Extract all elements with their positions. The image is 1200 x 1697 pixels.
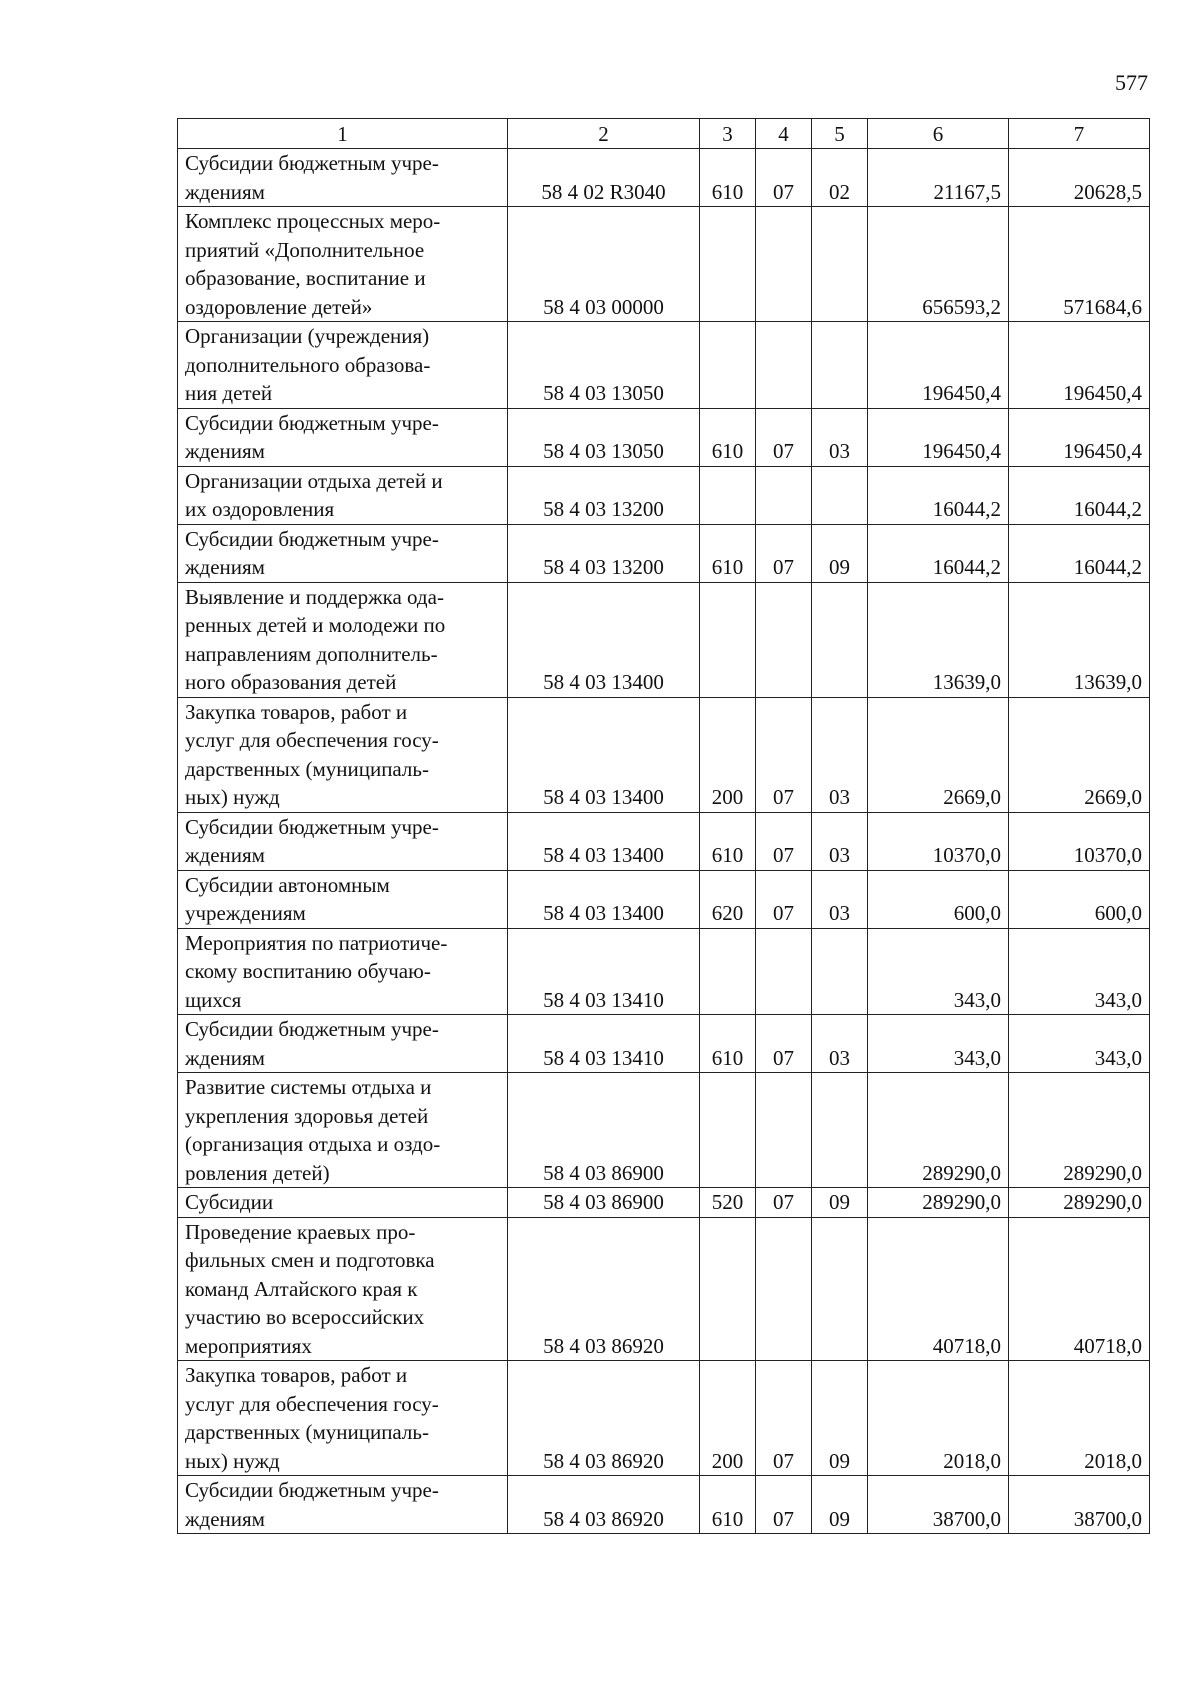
subsection-cell xyxy=(812,322,868,409)
table-row xyxy=(178,1073,1150,1188)
item-name-line: ного образования детей xyxy=(185,670,397,694)
subsection-cell: 03 xyxy=(812,697,868,812)
subsection-cell: 09 xyxy=(812,1188,868,1218)
item-name-line: услуг для обеспечения госу- xyxy=(185,728,439,752)
table-row xyxy=(178,582,1150,697)
target-code-cell: 58 4 03 13410 xyxy=(508,1015,700,1073)
expense-type-cell: 610 xyxy=(700,1015,756,1073)
table-row xyxy=(178,697,1150,812)
subsection-cell: 09 xyxy=(812,1361,868,1476)
budget-table xyxy=(177,118,1150,1534)
amount-cell: 343,0 xyxy=(868,928,1009,1015)
item-name-line: ждениям xyxy=(185,1506,265,1531)
amount-cell: 16044,2 xyxy=(1009,524,1150,582)
expense-type-cell: 200 xyxy=(700,697,756,812)
item-name-line: Организации отдыха детей и xyxy=(185,468,443,493)
item-name-line: Мероприятия по патриотиче- xyxy=(185,930,448,955)
target-code-cell: 58 4 03 86920 xyxy=(508,1361,700,1476)
amount-cell: 656593,2 xyxy=(868,207,1009,322)
expense-type-cell: 610 xyxy=(700,1476,756,1534)
amount-cell: 289290,0 xyxy=(1009,1073,1150,1188)
item-name-line: учреждениям xyxy=(185,901,306,925)
table-row xyxy=(178,466,1150,524)
item-name-line: приятий «Дополнительное xyxy=(185,237,425,262)
table-row xyxy=(178,149,1150,207)
item-name-cell xyxy=(178,207,508,322)
expense-type-cell xyxy=(700,582,756,697)
item-name-line: мероприятиях xyxy=(185,1333,312,1358)
target-code-cell: 58 4 03 86900 xyxy=(508,1073,700,1188)
target-code-cell: 58 4 03 13050 xyxy=(508,408,700,466)
item-name-line: Комплекс процессных меро- xyxy=(185,209,441,233)
item-name-line: ровления детей) xyxy=(185,1160,330,1185)
item-name-line: дарственных (муниципаль- xyxy=(185,756,429,781)
amount-cell: 196450,4 xyxy=(868,408,1009,466)
item-name-line: ждениям xyxy=(185,555,265,579)
expense-type-cell xyxy=(700,1217,756,1361)
amount-cell: 2018,0 xyxy=(1009,1361,1150,1476)
table-row xyxy=(178,408,1150,466)
target-code-cell: 58 4 03 13400 xyxy=(508,870,700,928)
section-cell xyxy=(756,466,812,524)
expense-type-cell: 520 xyxy=(700,1188,756,1218)
amount-cell: 2018,0 xyxy=(868,1361,1009,1476)
item-name-line: Субсидии бюджетным учре- xyxy=(185,151,439,175)
item-name-line: дарственных (муниципаль- xyxy=(185,1420,429,1444)
item-name-cell xyxy=(178,697,508,812)
item-name-cell xyxy=(178,466,508,524)
item-name-line: Субсидии xyxy=(185,1190,274,1214)
section-cell: 07 xyxy=(756,408,812,466)
amount-cell: 10370,0 xyxy=(1009,812,1150,870)
amount-cell: 343,0 xyxy=(868,1015,1009,1073)
table-row xyxy=(178,812,1150,870)
target-code-cell: 58 4 03 13200 xyxy=(508,524,700,582)
item-name-line: направлениям дополнитель- xyxy=(185,641,438,666)
amount-cell: 196450,4 xyxy=(868,322,1009,409)
table-row xyxy=(178,928,1150,1015)
amount-cell: 13639,0 xyxy=(868,582,1009,697)
amount-cell: 38700,0 xyxy=(1009,1476,1150,1534)
target-code-cell: 58 4 03 13050 xyxy=(508,322,700,409)
section-cell xyxy=(756,582,812,697)
amount-cell: 21167,5 xyxy=(868,149,1009,207)
subsection-cell: 02 xyxy=(812,149,868,207)
item-name-line: Проведение краевых про- xyxy=(185,1219,416,1244)
amount-cell: 289290,0 xyxy=(868,1073,1009,1188)
table-row xyxy=(178,1015,1150,1073)
subsection-cell: 03 xyxy=(812,408,868,466)
amount-cell: 38700,0 xyxy=(868,1476,1009,1534)
subsection-cell xyxy=(812,582,868,697)
amount-cell: 20628,5 xyxy=(1009,149,1150,207)
column-header: 1 xyxy=(178,119,508,149)
table-row xyxy=(178,1476,1150,1534)
table-body xyxy=(178,149,1150,1534)
section-cell xyxy=(756,1073,812,1188)
amount-cell: 196450,4 xyxy=(1009,322,1150,409)
target-code-cell: 58 4 03 13400 xyxy=(508,812,700,870)
target-code-cell: 58 4 03 86900 xyxy=(508,1188,700,1218)
item-name-cell xyxy=(178,582,508,697)
item-name-cell xyxy=(178,322,508,409)
section-cell: 07 xyxy=(756,1015,812,1073)
item-name-line: оздоровление детей» xyxy=(185,294,373,319)
item-name-line: ждениям xyxy=(185,843,265,867)
amount-cell: 16044,2 xyxy=(1009,466,1150,524)
item-name-line: Субсидии бюджетным учре- xyxy=(185,1017,439,1041)
subsection-cell: 03 xyxy=(812,870,868,928)
item-name-line: участию во всероссийских xyxy=(185,1305,425,1329)
item-name-line: Выявление и поддержка ода- xyxy=(185,584,444,609)
section-cell xyxy=(756,322,812,409)
expense-type-cell xyxy=(700,1073,756,1188)
column-header: 3 xyxy=(700,119,756,149)
item-name-line: ных) нужд xyxy=(185,1448,280,1473)
item-name-line: ждениям xyxy=(185,1045,265,1070)
target-code-cell: 58 4 03 13400 xyxy=(508,582,700,697)
target-code-cell: 58 4 03 13410 xyxy=(508,928,700,1015)
expense-type-cell: 610 xyxy=(700,408,756,466)
column-header: 6 xyxy=(868,119,1009,149)
item-name-line: Организации (учреждения) xyxy=(185,324,430,348)
expense-type-cell xyxy=(700,207,756,322)
item-name-line: ждениям xyxy=(185,439,265,463)
amount-cell: 600,0 xyxy=(868,870,1009,928)
table-row xyxy=(178,322,1150,409)
table-row xyxy=(178,1361,1150,1476)
table-row xyxy=(178,524,1150,582)
target-code-cell: 58 4 03 13200 xyxy=(508,466,700,524)
expense-type-cell xyxy=(700,466,756,524)
item-name-cell xyxy=(178,928,508,1015)
item-name-cell xyxy=(178,1217,508,1361)
subsection-cell xyxy=(812,207,868,322)
item-name-line: их оздоровления xyxy=(185,497,335,521)
item-name-line: Субсидии бюджетным учре- xyxy=(185,1478,439,1502)
section-cell: 07 xyxy=(756,1361,812,1476)
section-cell: 07 xyxy=(756,524,812,582)
item-name-cell xyxy=(178,1476,508,1534)
page-number: 577 xyxy=(1115,70,1148,95)
header-row xyxy=(178,119,1150,149)
item-name-cell xyxy=(178,524,508,582)
item-name-line: ренных детей и молодежи по xyxy=(185,613,446,637)
section-cell: 07 xyxy=(756,1188,812,1218)
item-name-cell xyxy=(178,812,508,870)
item-name-line: дополнительного образова- xyxy=(185,352,431,377)
item-name-line: услуг для обеспечения госу- xyxy=(185,1391,439,1416)
subsection-cell xyxy=(812,928,868,1015)
table-row xyxy=(178,1217,1150,1361)
item-name-cell xyxy=(178,1015,508,1073)
subsection-cell: 09 xyxy=(812,524,868,582)
expense-type-cell: 610 xyxy=(700,812,756,870)
subsection-cell xyxy=(812,466,868,524)
item-name-cell xyxy=(178,1073,508,1188)
amount-cell: 2669,0 xyxy=(1009,697,1150,812)
section-cell: 07 xyxy=(756,812,812,870)
amount-cell: 196450,4 xyxy=(1009,408,1150,466)
target-code-cell: 58 4 02 R3040 xyxy=(508,149,700,207)
amount-cell: 289290,0 xyxy=(1009,1188,1150,1218)
column-header: 7 xyxy=(1009,119,1150,149)
target-code-cell: 58 4 03 13400 xyxy=(508,697,700,812)
table-row xyxy=(178,207,1150,322)
section-cell: 07 xyxy=(756,870,812,928)
subsection-cell xyxy=(812,1073,868,1188)
expense-type-cell: 610 xyxy=(700,149,756,207)
item-name-line: Закупка товаров, работ и xyxy=(185,699,408,724)
item-name-line: Субсидии бюджетным учре- xyxy=(185,526,439,551)
amount-cell: 40718,0 xyxy=(1009,1217,1150,1361)
amount-cell: 600,0 xyxy=(1009,870,1150,928)
amount-cell: 40718,0 xyxy=(868,1217,1009,1361)
table-row xyxy=(178,1188,1150,1218)
item-name-cell xyxy=(178,149,508,207)
item-name-line: Закупка товаров, работ и xyxy=(185,1363,408,1387)
column-header: 5 xyxy=(812,119,868,149)
amount-cell: 10370,0 xyxy=(868,812,1009,870)
item-name-line: фильных смен и подготовка xyxy=(185,1248,435,1272)
section-cell: 07 xyxy=(756,149,812,207)
table-row xyxy=(178,870,1150,928)
amount-cell: 16044,2 xyxy=(868,524,1009,582)
amount-cell: 343,0 xyxy=(1009,1015,1150,1073)
item-name-line: Субсидии бюджетным учре- xyxy=(185,410,439,435)
expense-type-cell: 620 xyxy=(700,870,756,928)
subsection-cell: 09 xyxy=(812,1476,868,1534)
item-name-cell xyxy=(178,870,508,928)
item-name-line: Субсидии автономным xyxy=(185,872,390,897)
item-name-line: образование, воспитание и xyxy=(185,266,426,290)
expense-type-cell xyxy=(700,928,756,1015)
item-name-line: укрепления здоровья детей xyxy=(185,1103,429,1128)
item-name-cell xyxy=(178,1361,508,1476)
amount-cell: 289290,0 xyxy=(868,1188,1009,1218)
amount-cell: 343,0 xyxy=(1009,928,1150,1015)
target-code-cell: 58 4 03 00000 xyxy=(508,207,700,322)
column-header: 2 xyxy=(508,119,700,149)
item-name-line: ных) нужд xyxy=(185,785,280,809)
item-name-line: ния детей xyxy=(185,381,273,405)
section-cell xyxy=(756,1217,812,1361)
column-header: 4 xyxy=(756,119,812,149)
item-name-cell xyxy=(178,1188,508,1218)
item-name-line: Развитие системы отдыха и xyxy=(185,1075,432,1099)
amount-cell: 571684,6 xyxy=(1009,207,1150,322)
item-name-line: щихся xyxy=(185,987,242,1012)
expense-type-cell xyxy=(700,322,756,409)
amount-cell: 13639,0 xyxy=(1009,582,1150,697)
subsection-cell: 03 xyxy=(812,812,868,870)
section-cell xyxy=(756,207,812,322)
expense-type-cell: 610 xyxy=(700,524,756,582)
section-cell xyxy=(756,928,812,1015)
section-cell: 07 xyxy=(756,1476,812,1534)
subsection-cell: 03 xyxy=(812,1015,868,1073)
item-name-line: ждениям xyxy=(185,179,265,204)
amount-cell: 16044,2 xyxy=(868,466,1009,524)
item-name-line: Субсидии бюджетным учре- xyxy=(185,814,439,839)
item-name-cell xyxy=(178,408,508,466)
amount-cell: 2669,0 xyxy=(868,697,1009,812)
subsection-cell xyxy=(812,1217,868,1361)
expense-type-cell: 200 xyxy=(700,1361,756,1476)
item-name-line: скому воспитанию обучаю- xyxy=(185,959,431,983)
item-name-line: команд Алтайского края к xyxy=(185,1276,418,1301)
target-code-cell: 58 4 03 86920 xyxy=(508,1476,700,1534)
target-code-cell: 58 4 03 86920 xyxy=(508,1217,700,1361)
section-cell: 07 xyxy=(756,697,812,812)
item-name-line: (организация отдыха и оздо- xyxy=(185,1132,441,1156)
